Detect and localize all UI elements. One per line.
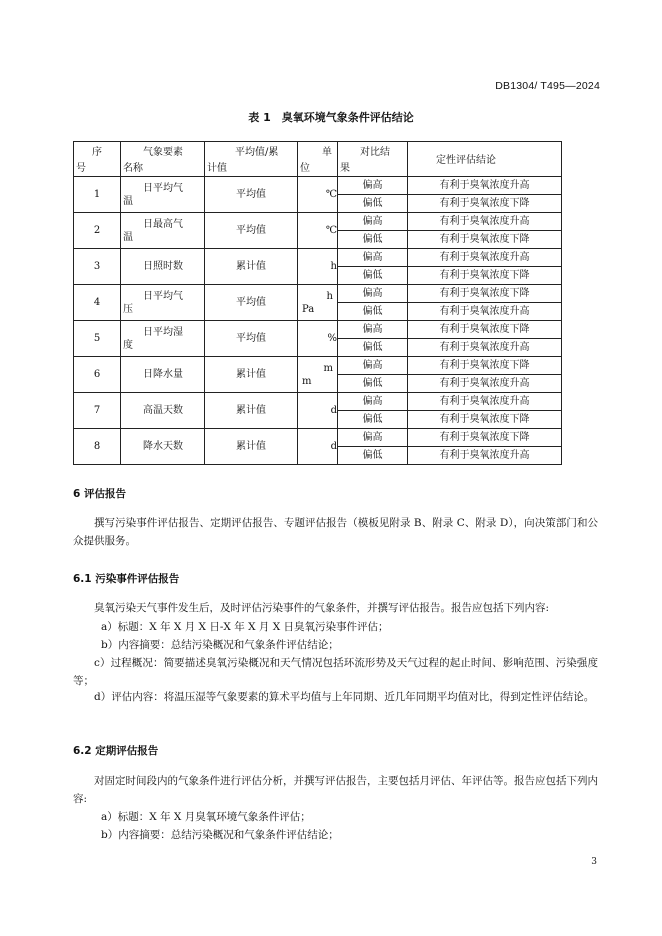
section-6-2-heading: 6.2 定期评估报告 — [73, 745, 159, 757]
row-compare: 偏高 — [338, 213, 408, 231]
table-header-row — [74, 142, 562, 177]
row-element: 日平均湿 度 — [121, 321, 205, 357]
row-compare: 偏低 — [338, 411, 408, 429]
row-element: 日平均气 温 — [121, 177, 205, 213]
header-stat: 平均值/累 计值 — [205, 142, 298, 177]
table-title: 表 1 臭氧环境气象条件评估结论 — [248, 111, 414, 124]
table-row — [74, 285, 562, 303]
row-unit: ℃ — [298, 177, 338, 213]
row-compare: 偏低 — [338, 231, 408, 249]
row-result: 有利于臭氧浓度升高 — [408, 339, 562, 357]
row-element: 日平均气 压 — [121, 285, 205, 321]
row-stat: 累计值 — [205, 429, 298, 465]
section-6-1-item-c: c）过程概况：简要描述臭氧污染概况和天气情况包括环流形势及天气过程的起止时间、影响范围、污染强度等； — [73, 657, 598, 687]
row-element: 日最高气 温 — [121, 213, 205, 249]
table-row — [74, 429, 562, 447]
row-number: 6 — [74, 357, 121, 393]
row-number: 1 — [74, 177, 121, 213]
row-stat: 平均值 — [205, 177, 298, 213]
table-row — [74, 177, 562, 195]
row-unit: h — [298, 249, 338, 285]
table-row — [74, 393, 562, 411]
row-element: 降水天数 — [121, 429, 205, 465]
row-compare: 偏高 — [338, 393, 408, 411]
row-result: 有利于臭氧浓度升高 — [408, 213, 562, 231]
row-result: 有利于臭氧浓度升高 — [408, 393, 562, 411]
row-stat: 累计值 — [205, 393, 298, 429]
header-result: 定性评估结论 — [408, 142, 562, 177]
row-result: 有利于臭氧浓度升高 — [408, 249, 562, 267]
row-element: 日降水量 — [121, 357, 205, 393]
evaluation-table — [73, 141, 562, 465]
row-compare: 偏高 — [338, 357, 408, 375]
row-number: 4 — [74, 285, 121, 321]
table-row — [74, 321, 562, 339]
row-number: 8 — [74, 429, 121, 465]
section-6-1-intro: 臭氧污染天气事件发生后，及时评估污染事件的气象条件，并撰写评估报告。报告应包括下列内容: — [94, 602, 550, 614]
row-result: 有利于臭氧浓度下降 — [408, 267, 562, 285]
row-stat: 平均值 — [205, 321, 298, 357]
page-number: 3 — [591, 857, 597, 867]
row-unit: m m — [298, 357, 338, 393]
section-6-2-item-a: a）标题：X 年 X 月臭氧环境气象条件评估； — [101, 811, 311, 823]
row-compare: 偏高 — [338, 285, 408, 303]
section-6-2-item-b: b）内容摘要：总结污染概况和气象条件评估结论； — [101, 829, 339, 841]
section-6-text: 撰写污染事件评估报告、定期评估报告、专题评估报告（模板见附录 B、附录 C、附录 D），向决策部门和公众提供服务。 — [73, 517, 598, 547]
row-number: 7 — [74, 393, 121, 429]
row-stat: 累计值 — [205, 357, 298, 393]
header-element: 气象要素 名称 — [121, 142, 205, 177]
row-compare: 偏高 — [338, 321, 408, 339]
row-compare: 偏低 — [338, 375, 408, 393]
section-6-1-item-a: a）标题：X 年 X 月 X 日-X 年 X 月 X 日臭氧污染事件评估； — [101, 621, 389, 633]
section-6-heading: 6 评估报告 — [73, 488, 126, 500]
row-number: 3 — [74, 249, 121, 285]
table-row — [74, 213, 562, 231]
row-result: 有利于臭氧浓度下降 — [408, 195, 562, 213]
row-compare: 偏高 — [338, 177, 408, 195]
row-result: 有利于臭氧浓度升高 — [408, 375, 562, 393]
row-unit: ℃ — [298, 213, 338, 249]
header-no: 序 号 — [74, 142, 121, 177]
row-unit: % — [298, 321, 338, 357]
header-unit: 单 位 — [298, 142, 338, 177]
section-6-2-intro: 对固定时间段内的气象条件进行评估分析，并撰写评估报告，主要包括月评估、年评估等。报告应包括下列内容: — [73, 775, 598, 805]
row-result: 有利于臭氧浓度升高 — [408, 303, 562, 321]
row-compare: 偏低 — [338, 267, 408, 285]
row-element: 日照时数 — [121, 249, 205, 285]
row-stat: 累计值 — [205, 249, 298, 285]
row-stat: 平均值 — [205, 285, 298, 321]
row-compare: 偏高 — [338, 429, 408, 447]
section-6-1-heading: 6.1 污染事件评估报告 — [73, 573, 180, 585]
row-compare: 偏高 — [338, 249, 408, 267]
row-unit: d — [298, 429, 338, 465]
row-compare: 偏低 — [338, 339, 408, 357]
row-compare: 偏低 — [338, 195, 408, 213]
table-row — [74, 249, 562, 267]
row-result: 有利于臭氧浓度下降 — [408, 321, 562, 339]
row-stat: 平均值 — [205, 213, 298, 249]
row-result: 有利于臭氧浓度升高 — [408, 177, 562, 195]
row-result: 有利于臭氧浓度下降 — [408, 285, 562, 303]
row-element: 高温天数 — [121, 393, 205, 429]
row-number: 2 — [74, 213, 121, 249]
row-compare: 偏低 — [338, 303, 408, 321]
row-number: 5 — [74, 321, 121, 357]
table-row — [74, 357, 562, 375]
row-compare: 偏低 — [338, 447, 408, 465]
section-6-1-item-b: b）内容摘要：总结污染概况和气象条件评估结论； — [101, 639, 339, 651]
row-result: 有利于臭氧浓度下降 — [408, 411, 562, 429]
row-unit: d — [298, 393, 338, 429]
document-code: DB1304/ T495—2024 — [495, 80, 600, 92]
section-6-1-item-d: d）评估内容：将温压湿等气象要素的算术平均值与上年同期、近几年同期平均值对比，得到定性评估结论。 — [94, 691, 595, 703]
row-result: 有利于臭氧浓度下降 — [408, 429, 562, 447]
row-result: 有利于臭氧浓度下降 — [408, 231, 562, 249]
header-compare: 对比结 果 — [338, 142, 408, 177]
row-result: 有利于臭氧浓度下降 — [408, 357, 562, 375]
row-result: 有利于臭氧浓度升高 — [408, 447, 562, 465]
row-unit: h Pa — [298, 285, 338, 321]
